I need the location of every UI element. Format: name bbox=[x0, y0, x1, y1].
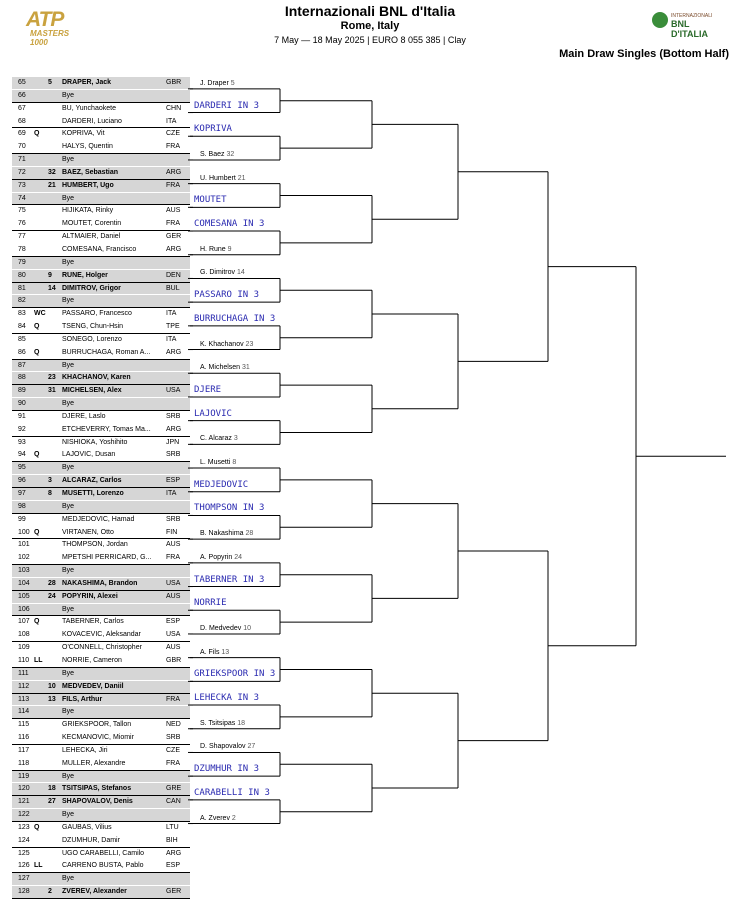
country-code: ITA bbox=[166, 490, 177, 497]
atp-logo-text: ATP bbox=[26, 8, 64, 31]
player-name: Bye bbox=[62, 156, 75, 164]
draw-position: 75 bbox=[18, 207, 26, 215]
player-name: THOMPSON, Jordan bbox=[62, 541, 128, 549]
seed-number: 13 bbox=[48, 695, 56, 703]
round2-pick: MEDJEDOVIC bbox=[194, 479, 249, 490]
draw-row bbox=[12, 860, 190, 873]
draw-position: 78 bbox=[18, 245, 26, 253]
draw-position: 73 bbox=[18, 181, 26, 189]
player-name: TSENG, Chun-Hsin bbox=[62, 323, 124, 331]
player-name: Bye bbox=[62, 605, 75, 613]
entry-tag: Q bbox=[34, 323, 40, 331]
round2-player bbox=[200, 80, 235, 87]
draw-position: 88 bbox=[18, 374, 26, 382]
draw-position: 109 bbox=[18, 644, 30, 652]
draw-position: 95 bbox=[18, 464, 26, 472]
round2-pick: LEHECKA IN 3 bbox=[194, 693, 260, 704]
round2-pick: KOPRIVA bbox=[194, 124, 232, 135]
ibi-logo-big: BNL D'ITALIA bbox=[671, 19, 708, 39]
draw-position: 112 bbox=[18, 682, 30, 690]
country-code: SRB bbox=[166, 734, 181, 742]
draw-position: 70 bbox=[18, 143, 26, 151]
draw-position: 79 bbox=[18, 258, 26, 266]
entry-tag: Q bbox=[34, 348, 40, 356]
round2-seed: 3 bbox=[233, 435, 238, 443]
seed-number: 10 bbox=[48, 682, 56, 690]
country-code: GBR bbox=[166, 79, 182, 86]
country-code: JPN bbox=[166, 438, 180, 446]
player-name: COMESANA, Francisco bbox=[62, 245, 137, 253]
country-code: CAN bbox=[166, 798, 181, 806]
player-name: CARRENO BUSTA, Pablo bbox=[62, 862, 144, 870]
round2-pick: THOMPSON IN 3 bbox=[194, 503, 265, 514]
round2-player bbox=[200, 649, 229, 656]
seed-number: 14 bbox=[48, 284, 56, 292]
draw-position: 117 bbox=[18, 746, 30, 754]
player-name: Bye bbox=[62, 502, 75, 510]
country-code: GER bbox=[166, 888, 182, 896]
entry-tag: LL bbox=[34, 862, 43, 870]
player-name: Bye bbox=[62, 194, 75, 202]
round2-player bbox=[200, 815, 236, 822]
country-code: SRB bbox=[166, 412, 181, 420]
player-name: NAKASHIMA, Brandon bbox=[62, 579, 138, 587]
country-code: ITA bbox=[166, 117, 177, 125]
player-name: GRIEKSPOOR, Tallon bbox=[62, 721, 132, 729]
country-code: USA bbox=[166, 387, 181, 395]
country-code: FRA bbox=[166, 181, 180, 189]
country-code: ARG bbox=[166, 348, 182, 356]
draw-position: 107 bbox=[18, 618, 30, 626]
draw-section-title: Main Draw Singles (Bottom Half) bbox=[559, 48, 729, 60]
draw-position: 69 bbox=[18, 130, 26, 138]
tournament-title: Internazionali BNL d'Italia bbox=[284, 3, 456, 19]
country-code: CZE bbox=[166, 130, 180, 138]
draw-position: 116 bbox=[18, 734, 30, 742]
seed-number: 3 bbox=[48, 477, 52, 485]
draw-position: 81 bbox=[18, 284, 26, 292]
round2-player bbox=[200, 175, 246, 182]
round2-player-name: B. Nakashima bbox=[200, 530, 244, 538]
draw-position: 68 bbox=[18, 117, 26, 125]
player-name: Bye bbox=[62, 708, 75, 716]
draw-position: 124 bbox=[18, 836, 30, 844]
round2-seed: 21 bbox=[237, 174, 246, 182]
seed-number: 8 bbox=[48, 490, 52, 497]
draw-position: 111 bbox=[18, 669, 29, 677]
round2-player bbox=[200, 743, 255, 750]
round2-player-name: U. Humbert bbox=[200, 174, 236, 182]
round2-seed: 28 bbox=[245, 530, 254, 538]
player-name: DJERE, Laslo bbox=[62, 412, 106, 420]
country-code: ARG bbox=[166, 849, 182, 857]
draw-position: 87 bbox=[18, 361, 26, 369]
country-code: ITA bbox=[166, 335, 177, 343]
seed-number: 5 bbox=[48, 79, 52, 86]
draw-position: 67 bbox=[18, 104, 26, 112]
draw-position: 121 bbox=[18, 798, 30, 806]
player-name: Bye bbox=[62, 400, 75, 408]
player-name: UGO CARABELLI, Camilo bbox=[62, 849, 145, 857]
draw-position: 125 bbox=[18, 849, 30, 857]
draw-row bbox=[12, 886, 190, 899]
round2-pick: CARABELLI IN 3 bbox=[194, 787, 270, 798]
draw-position: 84 bbox=[18, 323, 26, 331]
country-code: GER bbox=[166, 233, 182, 241]
draw-position: 126 bbox=[18, 862, 30, 870]
draw-position: 105 bbox=[18, 592, 30, 600]
round2-seed: 10 bbox=[243, 624, 251, 632]
round2-player-name: A. Zverev bbox=[200, 814, 230, 822]
round2-seed: 9 bbox=[227, 245, 232, 253]
round2-player-name: S. Tsitsipas bbox=[200, 719, 236, 727]
round2-seed: 5 bbox=[230, 79, 235, 87]
seed-number: 31 bbox=[48, 387, 56, 395]
player-name: KOVACEVIC, Aleksandar bbox=[62, 631, 141, 639]
draw-position: 98 bbox=[18, 502, 26, 510]
country-code: LTU bbox=[166, 823, 179, 831]
player-name: MEDJEDOVIC, Hamad bbox=[62, 515, 135, 523]
entry-tag: Q bbox=[34, 618, 40, 626]
player-name: Bye bbox=[62, 91, 75, 99]
entry-tag: Q bbox=[34, 451, 40, 459]
country-code: ESP bbox=[166, 862, 181, 870]
player-name: BAEZ, Sebastian bbox=[62, 168, 119, 176]
draw-position: 122 bbox=[18, 811, 30, 819]
draw-position: 92 bbox=[18, 425, 26, 433]
ibi-logo-small: INTERNAZIONALI bbox=[671, 13, 713, 19]
draw-position: 89 bbox=[18, 387, 26, 395]
seed-number: 2 bbox=[48, 888, 52, 896]
round2-player-name: D. Shapovalov bbox=[200, 743, 246, 751]
player-name: POPYRIN, Alexei bbox=[62, 592, 118, 600]
round2-pick: NORRIE bbox=[194, 598, 227, 609]
player-name: HIJIKATA, Rinky bbox=[62, 207, 114, 215]
draw-position: 80 bbox=[18, 271, 26, 279]
draw-position: 106 bbox=[18, 605, 30, 613]
draw-row bbox=[12, 873, 190, 886]
round2-player-name: C. Alcaraz bbox=[200, 435, 232, 443]
player-name: GAUBAS, Vilius bbox=[62, 823, 112, 831]
seed-number: 9 bbox=[48, 271, 52, 279]
country-code: GBR bbox=[166, 656, 182, 664]
round2-player bbox=[200, 625, 251, 632]
draw-position: 103 bbox=[18, 567, 30, 575]
draw-position: 66 bbox=[18, 91, 26, 99]
player-name: Bye bbox=[62, 875, 75, 883]
draw-position: 94 bbox=[18, 451, 26, 459]
round2-pick: COMESANA IN 3 bbox=[194, 219, 265, 230]
round2-player bbox=[200, 459, 236, 466]
round2-pick: GRIEKSPOOR IN 3 bbox=[194, 669, 276, 680]
player-name: RUNE, Holger bbox=[62, 271, 108, 279]
draw-position: 104 bbox=[18, 579, 30, 587]
draw-position: 128 bbox=[18, 888, 30, 896]
player-name: BU, Yunchaokete bbox=[62, 104, 116, 112]
draw-position: 71 bbox=[18, 156, 26, 164]
player-name: TABERNER, Carlos bbox=[62, 618, 124, 626]
tournament-info: 7 May — 18 May 2025 | EURO 8 055 385 | Clay bbox=[274, 35, 466, 45]
player-name: HUMBERT, Ugo bbox=[62, 181, 114, 189]
round2-seed: 32 bbox=[226, 150, 235, 158]
country-code: AUS bbox=[166, 592, 181, 600]
entry-tag: Q bbox=[34, 130, 40, 138]
draw-position: 108 bbox=[18, 631, 30, 639]
round2-player-name: S. Baez bbox=[200, 150, 225, 158]
player-name: PASSARO, Francesco bbox=[62, 310, 132, 318]
player-name: NORRIE, Cameron bbox=[62, 656, 122, 664]
country-code: AUS bbox=[166, 644, 181, 652]
round2-player bbox=[200, 151, 234, 158]
atp-logo-sub: MASTERS 1000 bbox=[30, 29, 70, 47]
draw-position: 113 bbox=[18, 695, 30, 703]
player-name: Bye bbox=[62, 772, 75, 780]
draw-position: 115 bbox=[18, 721, 30, 729]
country-code: USA bbox=[166, 579, 181, 587]
player-name: Bye bbox=[62, 811, 75, 819]
draw-row bbox=[12, 848, 190, 861]
country-code: ITA bbox=[166, 310, 177, 318]
round2-player bbox=[200, 269, 245, 276]
round2-pick: TABERNER IN 3 bbox=[194, 574, 265, 585]
country-code: GRE bbox=[166, 785, 182, 793]
player-name: MOUTET, Corentin bbox=[62, 220, 122, 228]
draw-position: 74 bbox=[18, 194, 26, 202]
draw-position: 110 bbox=[18, 656, 30, 664]
round2-player bbox=[200, 720, 245, 727]
draw-position: 102 bbox=[18, 554, 30, 562]
round2-seed: 27 bbox=[247, 743, 256, 751]
draw-position: 114 bbox=[18, 708, 30, 716]
country-code: ESP bbox=[166, 618, 181, 626]
draw-position: 99 bbox=[18, 515, 26, 523]
player-name: Bye bbox=[62, 464, 75, 472]
player-name: DIMITROV, Grigor bbox=[62, 284, 121, 292]
player-name: KECMANOVIC, Miomir bbox=[62, 734, 134, 742]
player-name: LAJOVIC, Dusan bbox=[62, 451, 116, 459]
round2-player-name: H. Rune bbox=[200, 245, 226, 253]
player-name: TSITSIPAS, Stefanos bbox=[62, 785, 132, 793]
round2-pick: DZUMHUR IN 3 bbox=[194, 764, 260, 775]
draw-position: 76 bbox=[18, 220, 26, 228]
draw-position: 72 bbox=[18, 168, 26, 176]
round2-player bbox=[200, 341, 253, 348]
entry-tag: Q bbox=[34, 823, 40, 831]
player-name: Bye bbox=[62, 361, 75, 369]
draw-position: 97 bbox=[18, 490, 26, 497]
draw-position: 119 bbox=[18, 772, 30, 780]
draw-position: 118 bbox=[18, 759, 30, 767]
draw-position: 85 bbox=[18, 335, 26, 343]
round2-player-name: G. Dimitrov bbox=[200, 269, 235, 277]
round2-seed: 18 bbox=[237, 719, 246, 727]
entry-tag: WC bbox=[34, 310, 46, 318]
draw-position: 83 bbox=[18, 310, 26, 318]
draw-position: 93 bbox=[18, 438, 26, 446]
seed-number: 27 bbox=[48, 798, 56, 806]
player-name: DZUMHUR, Damir bbox=[62, 836, 120, 844]
player-name: ALTMAIER, Daniel bbox=[62, 233, 121, 241]
player-name: VIRTANEN, Otto bbox=[62, 528, 114, 536]
seed-number: 28 bbox=[48, 579, 56, 587]
tournament-location: Rome, Italy bbox=[340, 20, 400, 32]
country-code: SRB bbox=[166, 451, 181, 459]
player-name: ALCARAZ, Carlos bbox=[62, 477, 122, 485]
country-code: FRA bbox=[166, 695, 180, 703]
player-name: DRAPER, Jack bbox=[62, 79, 112, 86]
country-code: AUS bbox=[166, 541, 181, 549]
player-name: MUSETTI, Lorenzo bbox=[62, 490, 124, 497]
round2-player-name: A. Fils bbox=[200, 648, 220, 656]
player-name: ETCHEVERRY, Tomas Ma... bbox=[62, 425, 151, 433]
entry-tag: Q bbox=[34, 528, 40, 536]
player-name: NISHIOKA, Yoshihito bbox=[62, 438, 128, 446]
player-name: KHACHANOV, Karen bbox=[62, 374, 131, 382]
draw-position: 100 bbox=[18, 528, 30, 536]
round2-pick: DJERE bbox=[194, 384, 222, 395]
draw-position: 82 bbox=[18, 297, 26, 305]
round2-player bbox=[200, 435, 238, 442]
player-name: MULLER, Alexandre bbox=[62, 759, 126, 767]
player-name: ZVEREV, Alexander bbox=[62, 888, 127, 896]
country-code: AUS bbox=[166, 207, 181, 215]
draw-position: 96 bbox=[18, 477, 26, 485]
draw-position: 86 bbox=[18, 348, 26, 356]
country-code: FIN bbox=[166, 528, 178, 536]
seed-number: 24 bbox=[48, 592, 56, 600]
country-code: ARG bbox=[166, 168, 182, 176]
round2-player bbox=[200, 530, 253, 537]
country-code: ARG bbox=[166, 245, 182, 253]
seed-number: 32 bbox=[48, 168, 56, 176]
country-code: FRA bbox=[166, 143, 180, 151]
draw-position: 91 bbox=[18, 412, 26, 420]
country-code: FRA bbox=[166, 554, 180, 562]
player-name: O'CONNELL, Christopher bbox=[62, 644, 142, 652]
draw-position: 77 bbox=[18, 233, 26, 241]
player-name: DARDERI, Luciano bbox=[62, 117, 122, 125]
country-code: FRA bbox=[166, 759, 180, 767]
player-name: LEHECKA, Jiri bbox=[62, 746, 108, 754]
round2-player-name: K. Khachanov bbox=[200, 340, 244, 348]
draw-position: 127 bbox=[18, 875, 30, 883]
country-code: CHN bbox=[166, 104, 182, 112]
round2-player-name: J. Draper bbox=[200, 79, 229, 87]
seed-number: 23 bbox=[48, 374, 56, 382]
player-name: SONEGO, Lorenzo bbox=[62, 335, 122, 343]
player-name: Bye bbox=[62, 567, 75, 575]
player-name: BURRUCHAGA, Roman A... bbox=[62, 348, 151, 356]
player-name: MPETSHI PERRICARD, G... bbox=[62, 554, 152, 562]
country-code: SRB bbox=[166, 515, 181, 523]
entry-tag: LL bbox=[34, 656, 43, 664]
seed-number: 18 bbox=[48, 785, 56, 793]
round2-player bbox=[200, 364, 250, 371]
country-code: ARG bbox=[166, 425, 182, 433]
draw-position: 123 bbox=[18, 823, 30, 831]
player-name: Bye bbox=[62, 297, 75, 305]
round2-player-name: A. Popyrin bbox=[200, 553, 233, 561]
round2-player-name: D. Medvedev bbox=[200, 624, 242, 632]
round2-pick: PASSARO IN 3 bbox=[194, 290, 260, 301]
round2-player-name: L. Musetti bbox=[200, 459, 231, 467]
round2-player bbox=[200, 246, 232, 253]
round2-seed: 2 bbox=[231, 814, 236, 822]
draw-position: 101 bbox=[18, 541, 30, 549]
country-code: DEN bbox=[166, 271, 181, 279]
round2-pick: MOUTET bbox=[194, 195, 227, 206]
round2-seed: 24 bbox=[234, 553, 243, 561]
country-code: NED bbox=[166, 721, 181, 729]
country-code: CZE bbox=[166, 746, 180, 754]
player-name: HALYS, Quentin bbox=[62, 143, 113, 151]
player-name: KOPRIVA, Vit bbox=[62, 130, 105, 138]
player-name: MICHELSEN, Alex bbox=[62, 387, 122, 395]
country-code: FRA bbox=[166, 220, 180, 228]
round2-seed: 8 bbox=[232, 459, 237, 467]
country-code: BIH bbox=[166, 836, 178, 844]
seed-number: 21 bbox=[48, 181, 56, 189]
player-name: Bye bbox=[62, 258, 75, 266]
country-code: ESP bbox=[166, 477, 181, 485]
draw-position: 90 bbox=[18, 400, 26, 408]
round2-player-name: A. Michelsen bbox=[200, 364, 241, 372]
round2-pick: DARDERI IN 3 bbox=[194, 100, 260, 111]
player-name: SHAPOVALOV, Denis bbox=[62, 798, 133, 806]
player-name: FILS, Arthur bbox=[62, 695, 103, 703]
draw-position: 65 bbox=[18, 79, 26, 86]
draw-position: 120 bbox=[18, 785, 30, 793]
round2-player bbox=[200, 554, 242, 561]
round2-seed: 14 bbox=[236, 269, 245, 277]
round2-seed: 23 bbox=[245, 340, 254, 348]
round2-seed: 31 bbox=[242, 364, 250, 372]
round2-pick: BURRUCHAGA IN 3 bbox=[194, 313, 276, 324]
country-code: BUL bbox=[166, 284, 180, 292]
country-code: USA bbox=[166, 631, 181, 639]
player-name: Bye bbox=[62, 669, 75, 677]
round2-pick: LAJOVIC bbox=[194, 408, 232, 419]
player-name: MEDVEDEV, Daniil bbox=[62, 682, 124, 690]
round2-seed: 13 bbox=[221, 648, 230, 656]
country-code: TPE bbox=[166, 323, 180, 331]
